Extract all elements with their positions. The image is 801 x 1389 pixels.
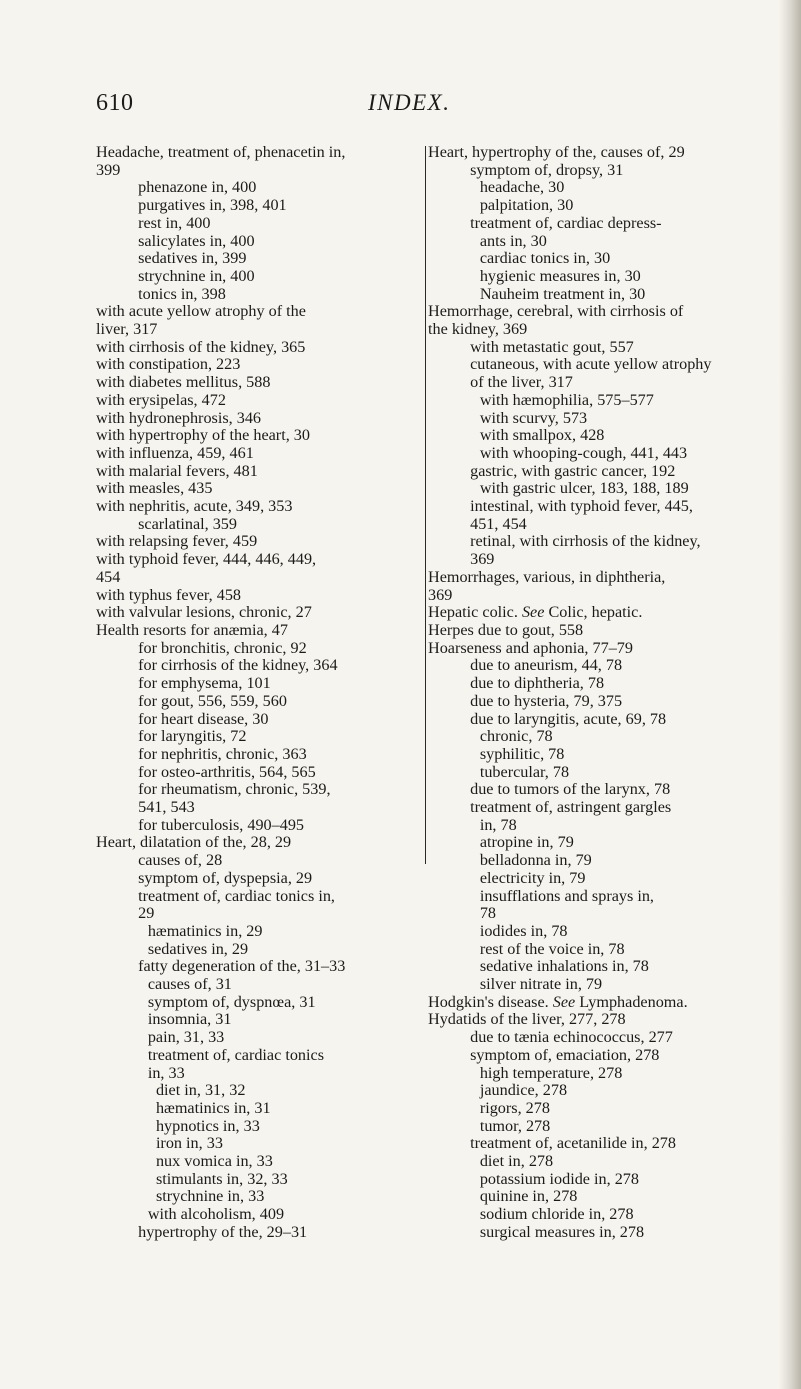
index-entry: Hoarseness and aphonia, 77–79 <box>428 638 633 657</box>
index-entry: for rheumatism, chronic, 539, <box>138 780 331 799</box>
index-entry: symptom of, dyspepsia, 29 <box>138 868 313 887</box>
index-entry: liver, 317 <box>96 320 158 339</box>
index-entry: sedatives in, 29 <box>147 939 249 958</box>
index-entry: cardiac tonics in, 30 <box>479 249 611 268</box>
index-entry: causes of, 31 <box>147 975 232 994</box>
index-entry: with metastatic gout, 557 <box>470 337 634 356</box>
see-reference: See <box>521 603 545 622</box>
index-entry: with erysipelas, 472 <box>96 390 226 409</box>
index-entry: due to diphtheria, 78 <box>470 674 605 693</box>
index-entry: iron in, 33 <box>155 1134 223 1153</box>
index-entry: insufflations and sprays in, <box>479 886 654 905</box>
index-entry: pain, 31, 33 <box>147 1028 225 1047</box>
index-entry: with diabetes mellitus, 588 <box>96 373 271 392</box>
index-entry: potassium iodide in, 278 <box>479 1169 639 1188</box>
index-entry: fatty degeneration of the, 31–33 <box>138 957 346 976</box>
index-entry: for laryngitis, 72 <box>138 727 247 746</box>
index-entry: hæmatinics in, 31 <box>155 1098 271 1117</box>
index-entry: sedatives in, 399 <box>138 249 247 268</box>
index-entry: treatment of, cardiac depress- <box>470 213 662 232</box>
see-reference: See <box>552 992 576 1011</box>
index-entry: diet in, 31, 32 <box>155 1081 246 1100</box>
index-entry: symptom of, dyspnœa, 31 <box>147 992 316 1011</box>
index-entry: treatment of, cardiac tonics in, <box>138 886 335 905</box>
index-entry: with scurvy, 573 <box>479 408 588 427</box>
index-entry: with alcoholism, 409 <box>147 1205 285 1224</box>
index-entry: intestinal, with typhoid fever, 445, <box>470 497 693 516</box>
index-entry: rest in, 400 <box>138 213 211 232</box>
index-entry: Heart, hypertrophy of the, causes of, 29 <box>428 143 685 161</box>
index-entry: for osteo-arthritis, 564, 565 <box>138 762 316 781</box>
index-entry: 451, 454 <box>470 514 527 533</box>
index-entry: in, 78 <box>479 815 517 834</box>
index-entry: with whooping-cough, 441, 443 <box>479 443 688 462</box>
index-entry: phenazone in, 400 <box>138 178 257 197</box>
index-entry: for emphysema, 101 <box>138 674 271 693</box>
index-entry: salicylates in, 400 <box>138 231 255 250</box>
index-entry: atropine in, 79 <box>479 833 574 852</box>
index-entry: headache, 30 <box>479 178 565 197</box>
index-entry: strychnine in, 400 <box>138 266 255 285</box>
index-entry: Hemorrhages, various, in diphtheria, <box>428 567 666 586</box>
index-entry: Hydatids of the liver, 277, 278 <box>428 1010 626 1029</box>
page-header <box>96 90 736 120</box>
index-entry: Headache, treatment of, phenacetin in, <box>96 143 346 161</box>
index-entry: electricity in, 79 <box>479 868 586 887</box>
index-entry: causes of, 28 <box>138 851 223 870</box>
running-head: INDEX. <box>368 90 451 115</box>
index-entry: Hepatic colic. See Colic, hepatic. <box>428 603 643 622</box>
index-entry: Herpes due to gout, 558 <box>428 620 584 639</box>
index-entry: quinine in, 278 <box>479 1187 578 1206</box>
index-entry: with gastric ulcer, 183, 188, 189 <box>479 479 689 498</box>
index-entry: sedative inhalations in, 78 <box>479 957 649 976</box>
index-entry: in, 33 <box>147 1063 185 1082</box>
index-entry: symptom of, dropsy, 31 <box>470 160 624 179</box>
index-entry: the kidney, 369 <box>428 320 528 339</box>
index-entry: sodium chloride in, 278 <box>479 1205 634 1224</box>
index-column-left <box>96 144 423 1242</box>
index-entry: 454 <box>96 567 121 586</box>
index-entry: tubercular, 78 <box>479 762 570 781</box>
index-entry: for bronchitis, chronic, 92 <box>138 638 307 657</box>
index-entry: palpitation, 30 <box>479 196 574 215</box>
index-entry: with constipation, 223 <box>96 355 241 374</box>
index-entry: due to tænia echinococcus, 277 <box>470 1028 673 1047</box>
index-entry: with influenza, 459, 461 <box>96 443 254 462</box>
index-entry: due to laryngitis, acute, 69, 78 <box>470 709 667 728</box>
index-entry: for gout, 556, 559, 560 <box>138 691 287 710</box>
index-entry: scarlatinal, 359 <box>138 514 237 533</box>
index-entry: syphilitic, 78 <box>479 744 565 763</box>
index-entry: hygienic measures in, 30 <box>479 266 641 285</box>
index-entry: due to hysteria, 79, 375 <box>470 691 623 710</box>
index-entry: 369 <box>428 585 453 604</box>
index-entry: for cirrhosis of the kidney, 364 <box>138 656 338 675</box>
index-entry: 29 <box>138 904 155 923</box>
index-entry: with hydronephrosis, 346 <box>96 408 262 427</box>
index-column-right <box>428 144 768 1242</box>
index-entry: stimulants in, 32, 33 <box>155 1169 288 1188</box>
index-entry: cutaneous, with acute yellow atrophy <box>470 355 712 374</box>
index-entry: with typhus fever, 458 <box>96 585 242 604</box>
index-entry: Hodgkin's disease. See Lymphadenoma. <box>428 992 688 1011</box>
index-entry: with relapsing fever, 459 <box>96 532 258 551</box>
index-entry: strychnine in, 33 <box>155 1187 265 1206</box>
index-entry: symptom of, emaciation, 278 <box>470 1045 660 1064</box>
index-entry: 78 <box>479 904 497 923</box>
index-entry: silver nitrate in, 79 <box>479 975 603 994</box>
index-entry: tonics in, 398 <box>138 284 226 303</box>
index-entry: Nauheim treatment in, 30 <box>479 284 646 303</box>
index-entry: hypertrophy of the, 29–31 <box>138 1222 308 1241</box>
index-entry: Hemorrhage, cerebral, with cirrhosis of <box>428 302 684 321</box>
index-entry: belladonna in, 79 <box>479 851 592 870</box>
index-entry: high temperature, 278 <box>479 1063 623 1082</box>
index-entry: with hypertrophy of the heart, 30 <box>96 426 310 445</box>
index-entry: surgical measures in, 278 <box>479 1222 645 1241</box>
index-entry: treatment of, cardiac tonics <box>147 1045 325 1064</box>
index-entry: tumor, 278 <box>479 1116 551 1135</box>
index-entry: hypnotics in, 33 <box>155 1116 260 1135</box>
page-number: 610 <box>96 90 134 116</box>
index-entry: nux vomica in, 33 <box>155 1152 273 1171</box>
index-entry: for tuberculosis, 490–495 <box>138 815 305 834</box>
index-entry: treatment of, acetanilide in, 278 <box>470 1134 676 1153</box>
index-entry: jaundice, 278 <box>479 1081 568 1100</box>
index-entry: due to aneurism, 44, 78 <box>470 656 623 675</box>
column-divider <box>425 146 426 864</box>
index-entry: Health resorts for anæmia, 47 <box>96 620 288 639</box>
index-entry: with smallpox, 428 <box>479 426 605 445</box>
index-entry: retinal, with cirrhosis of the kidney, <box>470 532 701 551</box>
index-entry: iodides in, 78 <box>479 921 568 940</box>
index-entry: chronic, 78 <box>479 727 553 746</box>
index-entry: 399 <box>96 160 121 179</box>
index-entry: with cirrhosis of the kidney, 365 <box>96 337 306 356</box>
index-entry: insomnia, 31 <box>147 1010 232 1029</box>
index-entry: diet in, 278 <box>479 1152 554 1171</box>
index-entry: for nephritis, chronic, 363 <box>138 744 307 763</box>
index-entry: rest of the voice in, 78 <box>479 939 625 958</box>
index-entry: purgatives in, 398, 401 <box>138 196 287 215</box>
index-entry: hæmatinics in, 29 <box>147 921 263 940</box>
index-entry: gastric, with gastric cancer, 192 <box>470 461 676 480</box>
page-edge-shadow <box>779 0 801 1389</box>
index-entry: for heart disease, 30 <box>138 709 269 728</box>
index-entry: with acute yellow atrophy of the <box>96 302 306 321</box>
index-entry: ants in, 30 <box>479 231 547 250</box>
index-entry: rigors, 278 <box>479 1098 550 1117</box>
index-entry: with malarial fevers, 481 <box>96 461 258 480</box>
index-entry: with measles, 435 <box>96 479 213 498</box>
index-entry: with valvular lesions, chronic, 27 <box>96 603 312 622</box>
index-entry: 541, 543 <box>138 798 195 817</box>
index-entry: of the liver, 317 <box>470 373 573 392</box>
index-entry: 369 <box>470 550 495 569</box>
index-entry: Heart, dilatation of the, 28, 29 <box>96 833 292 852</box>
index-entry: with nephritis, acute, 349, 353 <box>96 497 293 516</box>
index-entry: with typhoid fever, 444, 446, 449, <box>96 550 317 569</box>
index-entry: treatment of, astringent gargles <box>470 798 672 817</box>
index-entry: with hæmophilia, 575–577 <box>479 390 654 409</box>
index-entry: due to tumors of the larynx, 78 <box>470 780 671 799</box>
